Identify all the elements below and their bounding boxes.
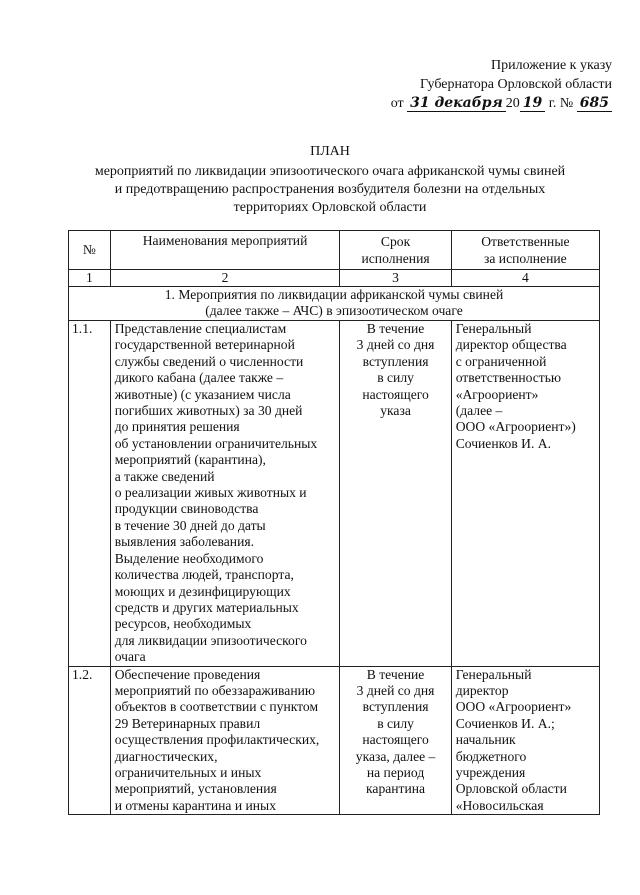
name-line: погибших животных) за 30 дней: [114, 403, 303, 419]
name-line: о реализации живых животных и: [114, 485, 307, 501]
term-line: 3 дней со дня: [356, 337, 435, 353]
name-line: объектов в соответствии с пунктом: [114, 699, 319, 715]
handwritten-date: 31 декабря: [407, 95, 506, 112]
term-line: В течение: [366, 321, 425, 336]
row-number: 1.2.: [69, 666, 111, 815]
table-header-row: [69, 231, 600, 270]
date-prefix: от: [390, 96, 404, 111]
name-line: Представление специалистам: [114, 321, 287, 336]
appendix-date-line: [372, 94, 612, 113]
name-line: дикого кабана (далее также –: [114, 370, 284, 386]
col-number-4: 4: [451, 270, 599, 287]
name-line: ограничительных и иных: [114, 764, 262, 780]
title-line-1: мероприятий по ликвидации эпизоотического очага африканской чумы свиней: [94, 164, 566, 179]
name-line: Обеспечение проведения: [114, 666, 261, 682]
title-heading: ПЛАН: [310, 144, 350, 159]
name-line: очага: [114, 649, 146, 665]
section-1-title: [69, 287, 600, 321]
name-line: продукции свиноводства: [114, 501, 259, 517]
header-no: №: [69, 231, 111, 270]
name-line: Выделение необходимого: [114, 550, 264, 566]
name-line: выявления заболевания.: [114, 534, 254, 550]
number-prefix: г. №: [548, 96, 574, 111]
handwritten-number: 685: [577, 95, 612, 112]
name-line: для ликвидации эпизоотического: [114, 632, 307, 648]
term-line: в силу: [377, 715, 414, 731]
term-line: указа: [380, 403, 411, 419]
resp-line: Сочиенков И. А.: [455, 435, 551, 451]
name-line: животные) (с указанием числа: [114, 386, 291, 402]
section-1-line-1: 1. Мероприятия по ликвидации африканской чумы свиней: [164, 287, 504, 302]
name-line: и отмены карантина и иных: [114, 797, 276, 813]
name-line: об установлении ограничительных: [114, 435, 318, 451]
term-line: 3 дней со дня: [356, 682, 435, 698]
resp-line: (далее –: [455, 403, 503, 419]
row-number: 1.1.: [69, 321, 111, 667]
name-line: осуществления профилактических,: [114, 732, 320, 748]
col-number-1: 1: [69, 270, 111, 287]
name-line: в течение 30 дней до даты: [114, 517, 266, 533]
handwritten-year: 19: [520, 95, 545, 112]
name-line: средств и других материальных: [114, 599, 299, 615]
resp-line: директор: [455, 682, 509, 698]
header-name: Наименования мероприятий: [110, 231, 340, 270]
title-line-2: и предотвращению распространения возбудителя болезни на отдельных: [114, 182, 546, 197]
term-line: на период: [366, 764, 425, 780]
term-line: карантина: [366, 781, 426, 797]
col-number-3: 3: [340, 270, 451, 287]
name-line: службы сведений о численности: [114, 353, 304, 369]
document-title: [60, 143, 600, 217]
row-term: [340, 666, 451, 815]
name-line: мероприятий, установления: [114, 781, 277, 797]
resp-line: Генеральный: [455, 321, 532, 336]
row-responsible: [451, 666, 599, 815]
appendix-line-2: Губернатора Орловской области: [419, 77, 612, 92]
row-term: [340, 321, 451, 667]
title-line-3: территориях Орловской области: [233, 200, 427, 215]
resp-line: Орловской области: [455, 781, 567, 797]
name-line: государственной ветеринарной: [114, 337, 295, 353]
name-line: диагностических,: [114, 748, 218, 764]
term-line: в силу: [377, 370, 414, 386]
header-resp-line-2: за исполнение: [484, 250, 567, 266]
section-1-row: [69, 287, 600, 321]
term-line: вступления: [362, 699, 429, 715]
appendix-header: [372, 56, 612, 113]
header-resp: [451, 231, 599, 270]
name-line: до принятия решения: [114, 419, 240, 435]
table-row: [69, 321, 600, 667]
term-line: настоящего: [362, 386, 429, 402]
resp-line: «Агроориент»: [455, 386, 539, 402]
resp-line: ответственностью: [455, 370, 562, 386]
resp-line: Сочиенков И. А.;: [455, 715, 555, 731]
resp-line: учреждения: [455, 764, 526, 780]
name-line: мероприятий (карантина),: [114, 452, 266, 468]
header-term: [340, 231, 451, 270]
header-term-line-1: Срок: [380, 234, 411, 250]
name-line: моющих и дезинфицирующих: [114, 583, 291, 599]
row-name: [110, 321, 340, 667]
row-name: [110, 666, 340, 815]
appendix-line-1: Приложение к указу: [491, 58, 612, 73]
resp-line: ООО «Агроориент»: [455, 699, 572, 715]
name-line: количества людей, транспорта,: [114, 567, 294, 583]
resp-line: Генеральный: [455, 666, 532, 682]
name-line: 29 Ветеринарных правил: [114, 715, 261, 731]
resp-line: с ограниченной: [455, 353, 547, 369]
section-1-line-2: (далее также – АЧС) в эпизоотическом очаге: [205, 303, 463, 318]
plan-table: [68, 230, 600, 815]
name-line: мероприятий по обеззараживанию: [114, 682, 316, 698]
term-line: настоящего: [362, 732, 429, 748]
name-line: ресурсов, необходимых: [114, 616, 252, 632]
header-term-line-2: исполнения: [361, 250, 430, 266]
resp-line: ООО «Агроориент»): [455, 419, 576, 435]
term-line: указа, далее –: [355, 748, 436, 764]
name-line: а также сведений: [114, 468, 215, 484]
row-responsible: [451, 321, 599, 667]
column-numbers-row: [69, 270, 600, 287]
resp-line: бюджетного: [455, 748, 527, 764]
term-line: В течение: [366, 666, 425, 682]
col-number-2: 2: [110, 270, 340, 287]
resp-line: «Новосильская: [455, 797, 544, 813]
year-prefix: 20: [505, 96, 520, 111]
table-row: [69, 666, 600, 815]
resp-line: начальник: [455, 732, 516, 748]
term-line: вступления: [362, 353, 429, 369]
resp-line: директор общества: [455, 337, 567, 353]
header-resp-line-1: Ответственные: [481, 234, 570, 250]
